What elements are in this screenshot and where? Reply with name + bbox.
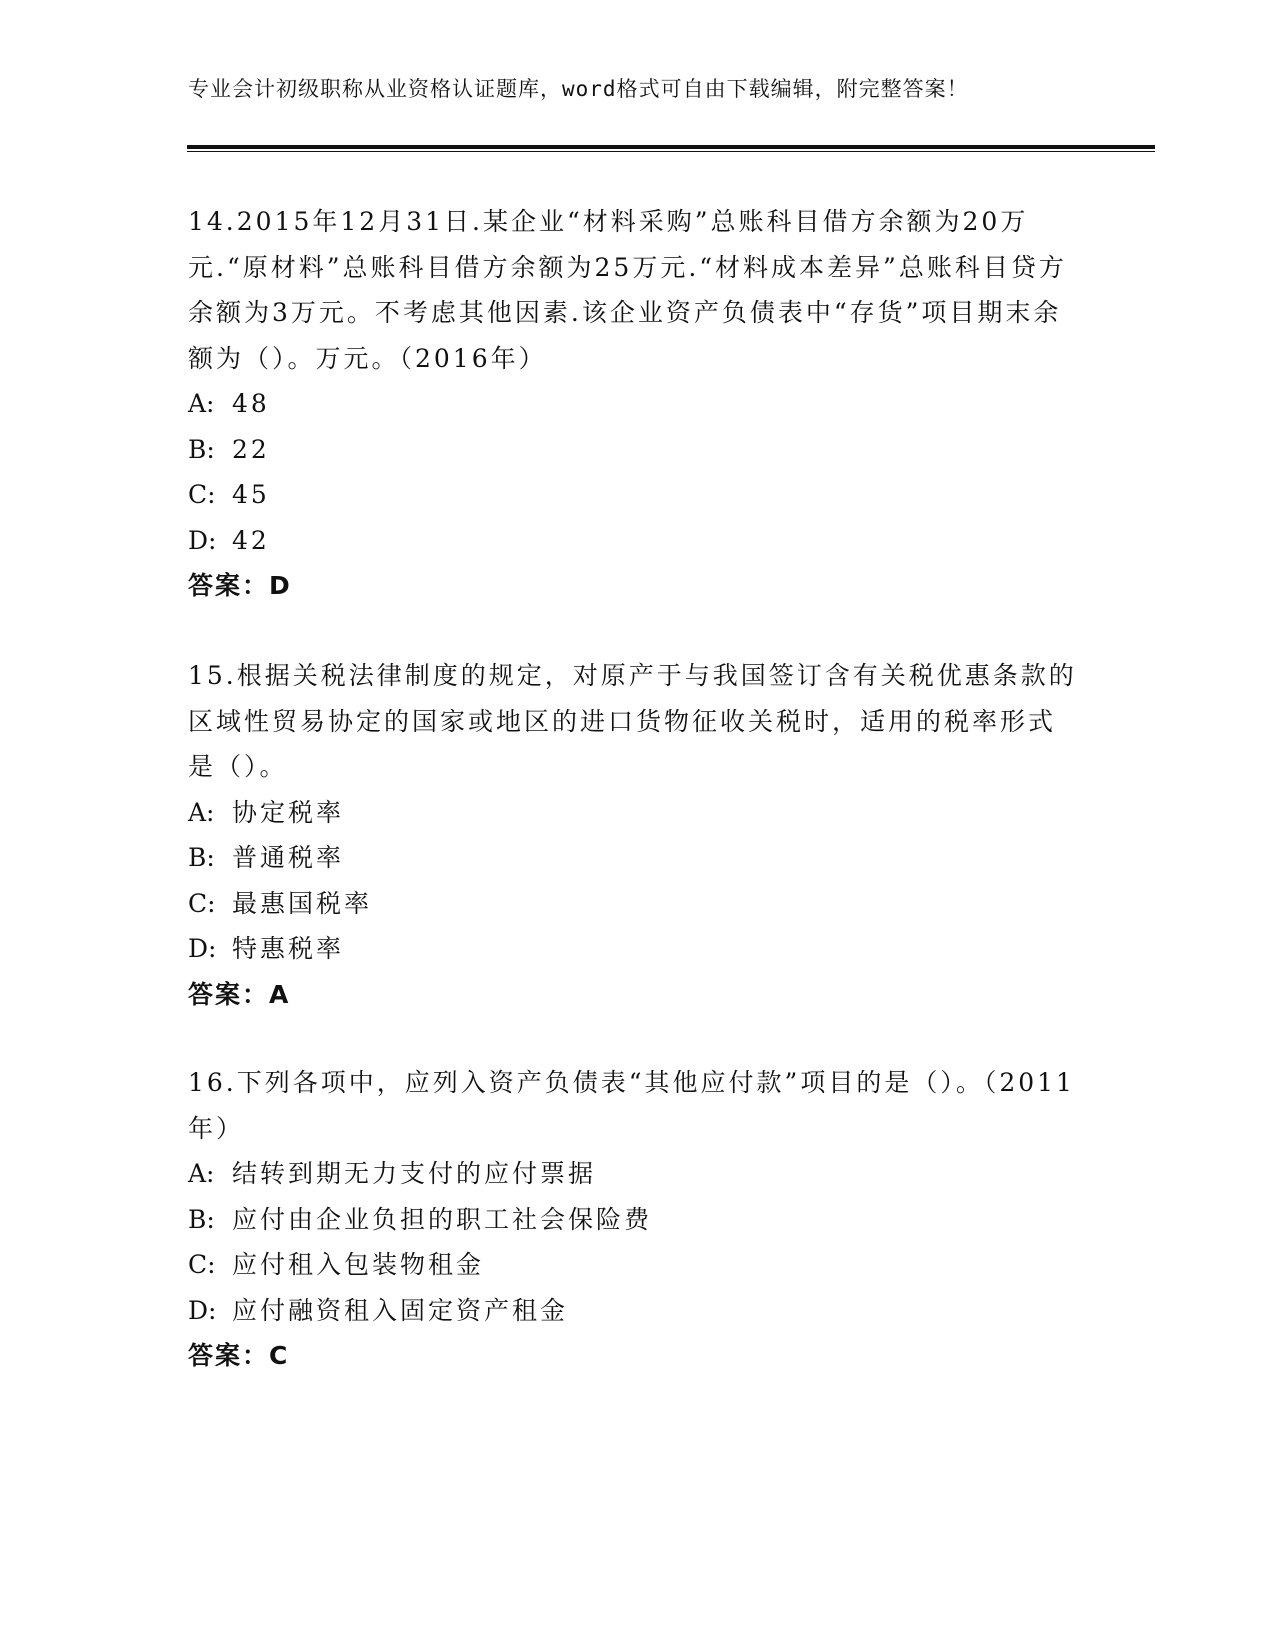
option-a: [188, 381, 1078, 427]
option-c: [188, 1242, 1078, 1288]
option-list: [188, 381, 1078, 563]
option-key: D:: [188, 525, 217, 555]
header-divider-thin: [187, 151, 1155, 152]
question-stem: 14.2015年12月31日.某企业“材料采购”总账科目借方余额为20万元.“原材料”总账科目借方余额为25万元.“材料成本差异”总账科目贷方余额为3万元。不考虑其他因素.该企业资产负债表中“存货”项目期末余额为（）。万元。（2016年）: [188, 207, 1067, 373]
question-stem: 16.下列各项中，应列入资产负债表“其他应付款”项目的是（）。（2011年）: [188, 1068, 1075, 1143]
option-b: [188, 1197, 1078, 1243]
option-text: 45: [232, 480, 270, 509]
option-key: D:: [188, 1295, 217, 1325]
option-text: 应付融资租入固定资产租金: [232, 1295, 569, 1325]
option-text: 协定税率: [232, 797, 345, 827]
question-15: [188, 653, 1078, 1017]
option-key: A:: [188, 389, 215, 418]
option-text: 48: [232, 389, 270, 418]
answer-line: 答案：A: [188, 979, 291, 1009]
option-list: [188, 1151, 1078, 1333]
option-key: C:: [188, 1250, 216, 1279]
option-d: [188, 518, 1078, 564]
option-b: [188, 427, 1078, 473]
option-key: B:: [188, 843, 215, 872]
answer-line: 答案：C: [188, 1341, 290, 1370]
option-text: 普通税率: [232, 843, 345, 872]
question-14: [188, 199, 1078, 609]
answer-line: 答案：D: [188, 571, 292, 600]
option-key: A:: [188, 1159, 215, 1188]
question-16: [188, 1060, 1078, 1379]
option-key: C:: [188, 480, 216, 509]
option-key: B:: [188, 434, 215, 464]
header-divider-thick: [187, 145, 1155, 149]
option-text: 42: [232, 525, 270, 555]
option-a: [188, 790, 1078, 836]
option-c: [188, 881, 1078, 927]
option-b: [188, 835, 1078, 881]
option-d: [188, 1288, 1078, 1334]
option-c: [188, 472, 1078, 518]
option-list: [188, 790, 1078, 972]
option-text: 22: [232, 434, 270, 464]
option-text: 应付由企业负担的职工社会保险费: [232, 1204, 653, 1234]
option-text: 最惠国税率: [232, 888, 373, 918]
option-key: D:: [188, 934, 217, 963]
option-d: [188, 926, 1078, 972]
option-a: [188, 1151, 1078, 1197]
option-text: 结转到期无力支付的应付票据: [232, 1159, 597, 1188]
question-stem: 15.根据关税法律制度的规定，对原产于与我国签订含有关税优惠条款的区域性贸易协定的国家或地区的进口货物征收关税时，适用的税率形式是（）。: [188, 661, 1077, 781]
page-header: 专业会计初级职称从业资格认证题库，word格式可自由下载编辑，附完整答案！: [188, 77, 969, 101]
option-text: 应付租入包装物租金: [232, 1250, 485, 1279]
option-key: C:: [188, 888, 216, 918]
option-text: 特惠税率: [232, 934, 345, 963]
option-key: A:: [188, 797, 215, 827]
option-key: B:: [188, 1204, 215, 1234]
